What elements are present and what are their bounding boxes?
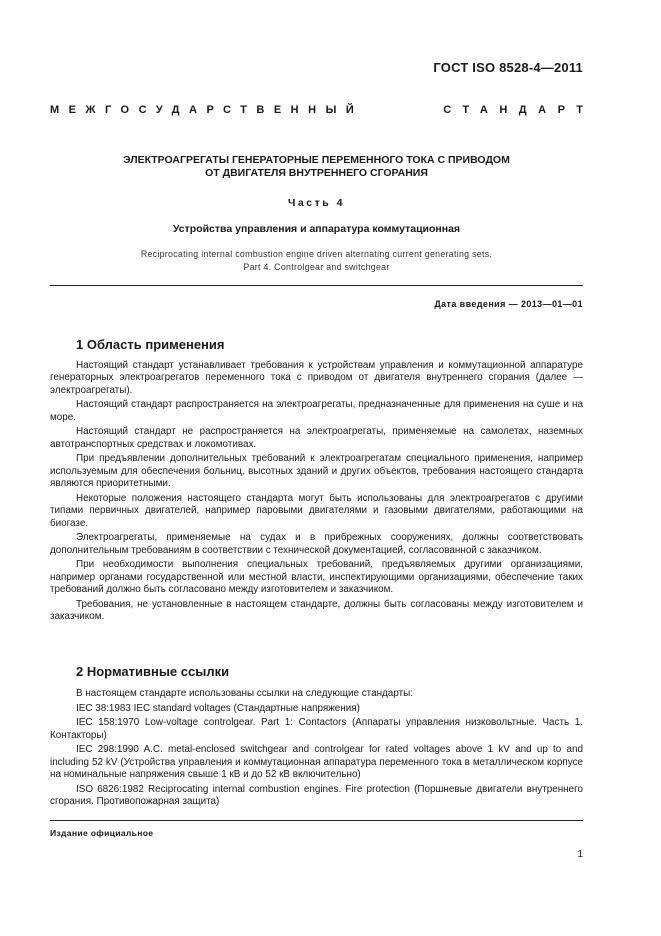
section-1-paragraph: Настоящий стандарт распространяется на электроагрегаты, предназначенные для применения на суше и на море. (50, 399, 583, 423)
section-1-body (50, 360, 583, 626)
section-1-paragraph: Требования, не установленные в настоящем стандарте, должны быть согласованы между изготовителем и заказчиком. (50, 598, 583, 623)
title-block (50, 154, 583, 274)
part-label: Часть 4 (288, 197, 345, 209)
footer-divider (50, 820, 583, 821)
reference-item: IEC 298:1990 A.C. metal-enclosed switchgear and controlgear for rated voltages above 1 kV and up to and including 52 kV (Устройства управления и коммутационная аппаратура переменного тока в металлическом корпусе на номинальные напряжения свыше 1 кВ и до 52 кВ включительно) (50, 744, 583, 780)
header-divider (50, 285, 583, 286)
standard-type-heading (50, 104, 595, 116)
subtitle: Устройства управления и аппаратура коммутационная (172, 223, 461, 235)
section-1-paragraph: Настоящий стандарт не распространяется на электроагрегаты, применяемые на самолетах, наземных автотранспортных средствах и локомотивах. (50, 426, 583, 450)
reference-item: ISO 6826:1982 Reciprocating internal combustion engines. Fire protection (Поршневые двигатели внутреннего сгорания. Противопожарная защита) (50, 783, 583, 807)
english-title-line-1: Reciprocating internal combustion engine driven alternating current generating sets. (140, 249, 493, 259)
reference-item: IEC 158:1970 Low-voltage controlgear. Part 1: Contactors (Аппараты управления низковольтные. Часть 1. Контакторы) (50, 717, 583, 741)
section-1-paragraph: Электроагрегаты, применяемые на судах и в прибрежных сооружениях, должны соответствовать дополнительным требованиям в соответствии с технической документацией, согласованной с заказчиком. (50, 532, 583, 556)
standard-type-word-2: СТАНДАРТ (443, 104, 595, 116)
title-line-1: ЭЛЕКТРОАГРЕГАТЫ ГЕНЕРАТОРНЫЕ ПЕРЕМЕННОГО ТОКА С ПРИВОДОМ (123, 154, 510, 166)
page-number: 1 (577, 849, 583, 860)
document-id: ГОСТ ISO 8528-4—2011 (433, 60, 583, 75)
section-2-paragraph: В настоящем стандарте использованы ссылки на следующие стандарты: (76, 688, 413, 699)
section-1-paragraph: При необходимости выполнения специальных требований, предъявляемых другими организациями, например органами государственной или местной власти, инспектирующими организациями, обеспечение таких требований должно быть согласовано между изготовителем и заказчиком. (50, 559, 583, 596)
section-2-heading: 2 Нормативные ссылки (76, 664, 230, 679)
standard-type-word-1: МЕЖГОСУДАРСТВЕННЫЙ (50, 104, 364, 116)
reference-item: IEC 38:1983 IEC standard voltages (Стандартные напряжения) (76, 702, 360, 714)
section-1-paragraph: Настоящий стандарт устанавливает требования к устройствам управления и коммутационной аппаратуре генераторных электроагрегатов переменного тока с приводом от двигателя внутреннего сгорания (далее — электроагрегаты). (50, 360, 583, 396)
intro-date: Дата введения — 2013—01—01 (434, 299, 583, 309)
english-title (50, 248, 583, 274)
english-title-line-2: Part 4. Controlgear and switchgear (243, 262, 390, 272)
edition-label: Издание официальное (50, 828, 154, 838)
section-2-body (50, 688, 583, 811)
section-1-paragraph: При предъявлении дополнительных требований к электроагрегатам специального применения, например используемым для обеспечения больниц, высотных зданий и других объектов, требования настоящего стандарта являются приоритетными. (50, 453, 583, 490)
section-1-paragraph: Некоторые положения настоящего стандарта могут быть использованы для электроагрегатов с другими типами первичных двигателей, например паровыми двигателями и газовыми двигателями, работающими на биогазе. (50, 492, 583, 529)
title-line-2: ОТ ДВИГАТЕЛЯ ВНУТРЕННЕГО СГОРАНИЯ (205, 167, 428, 179)
section-1-heading: 1 Область применения (76, 337, 225, 352)
